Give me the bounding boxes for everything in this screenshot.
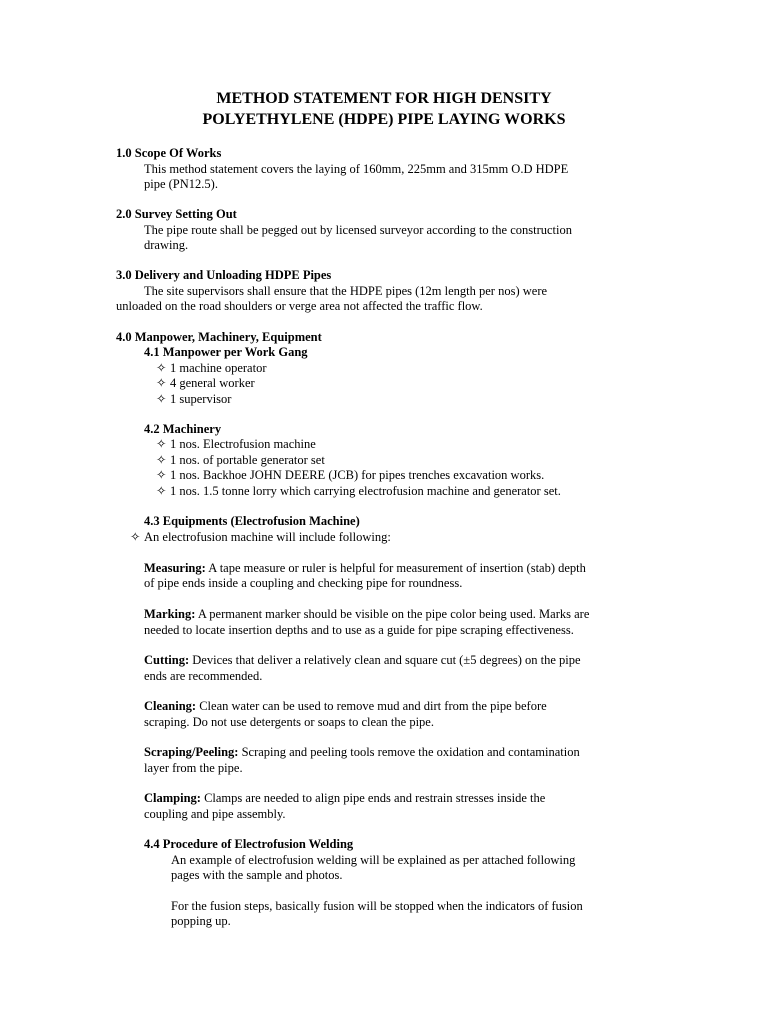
bullet-icon: ✧: [156, 453, 167, 467]
section-2-text: drawing.: [144, 238, 189, 252]
section-4-4-text: popping up.: [171, 914, 231, 928]
equipment-term: Marking:: [144, 607, 196, 621]
equipment-entry-line: Scraping/Peeling: Scraping and peeling tools remove the oxidation and contamination: [144, 745, 580, 759]
equipment-entry-line: Cutting: Devices that deliver a relatively clean and square cut (±5 degrees) on the pipe: [144, 653, 581, 667]
equipment-term: Measuring:: [144, 561, 206, 575]
equipment-entry-line: Clamping: Clamps are needed to align pipe ends and restrain stresses inside the: [144, 791, 546, 805]
title-line-2: POLYETHYLENE (HDPE) PIPE LAYING WORKS: [202, 111, 566, 128]
equipment-entry-line: coupling and pipe assembly.: [144, 807, 286, 821]
section-4-4-heading: 4.4 Procedure of Electrofusion Welding: [144, 837, 354, 851]
list-item: ✧ 4 general worker: [156, 376, 255, 390]
bullet-icon: ✧: [156, 437, 167, 451]
section-1-heading: 1.0 Scope Of Works: [116, 146, 222, 160]
section-2-heading: 2.0 Survey Setting Out: [116, 207, 237, 221]
equipment-entry-line: scraping. Do not use detergents or soaps to clean the pipe.: [144, 715, 434, 729]
bullet-icon: ✧: [130, 530, 141, 544]
equipment-term: Scraping/Peeling:: [144, 745, 239, 759]
bullet-icon: ✧: [156, 484, 167, 498]
equipment-entry-line: Marking: A permanent marker should be visible on the pipe color being used. Marks are: [144, 607, 590, 621]
equipment-entry-line: Measuring: A tape measure or ruler is helpful for measurement of insertion (stab) depth: [144, 561, 586, 575]
equipment-term: Cleaning:: [144, 699, 197, 713]
section-4-4-text: An example of electrofusion welding will be explained as per attached following: [171, 853, 576, 867]
list-item: ✧ 1 supervisor: [156, 392, 232, 406]
list-item: ✧ 1 machine operator: [156, 361, 267, 375]
section-4-4-text: pages with the sample and photos.: [171, 868, 343, 882]
section-3-heading: 3.0 Delivery and Unloading HDPE Pipes: [116, 268, 332, 282]
section-4-heading: 4.0 Manpower, Machinery, Equipment: [116, 330, 322, 344]
equipment-entry-line: of pipe ends inside a coupling and checking pipe for roundness.: [144, 576, 463, 590]
equipment-entry-line: needed to locate insertion depths and to use as a guide for pipe scraping effectiveness.: [144, 623, 574, 637]
section-4-4-text: For the fusion steps, basically fusion will be stopped when the indicators of fusion: [171, 899, 583, 913]
section-4-1-heading: 4.1 Manpower per Work Gang: [144, 345, 308, 359]
list-item: ✧ An electrofusion machine will include following:: [130, 530, 391, 544]
bullet-icon: ✧: [156, 376, 167, 390]
title-line-1: METHOD STATEMENT FOR HIGH DENSITY: [216, 90, 552, 107]
list-item: ✧ 1 nos. 1.5 tonne lorry which carrying electrofusion machine and generator set.: [156, 484, 561, 498]
bullet-icon: ✧: [156, 361, 167, 375]
list-item: ✧ 1 nos. of portable generator set: [156, 453, 325, 467]
section-2-text: The pipe route shall be pegged out by licensed surveyor according to the construction: [144, 223, 572, 237]
list-item: ✧ 1 nos. Backhoe JOHN DEERE (JCB) for pipes trenches excavation works.: [156, 468, 545, 482]
section-1-text: pipe (PN12.5).: [144, 177, 218, 191]
document-title: [0, 88, 768, 130]
equipment-entry-line: ends are recommended.: [144, 669, 263, 683]
section-4-3-heading: 4.3 Equipments (Electrofusion Machine): [144, 514, 360, 528]
equipment-entry-line: layer from the pipe.: [144, 761, 243, 775]
section-3-text: unloaded on the road shoulders or verge area not affected the traffic flow.: [116, 299, 483, 313]
equipment-term: Clamping:: [144, 791, 201, 805]
bullet-icon: ✧: [156, 468, 167, 482]
equipment-term: Cutting:: [144, 653, 190, 667]
section-4-2-heading: 4.2 Machinery: [144, 422, 222, 436]
list-item: ✧ 1 nos. Electrofusion machine: [156, 437, 316, 451]
equipment-entry-line: Cleaning: Clean water can be used to remove mud and dirt from the pipe before: [144, 699, 547, 713]
section-3-text: The site supervisors shall ensure that the HDPE pipes (12m length per nos) were: [144, 284, 548, 298]
section-1-text: This method statement covers the laying of 160mm, 225mm and 315mm O.D HDPE: [144, 162, 569, 176]
bullet-icon: ✧: [156, 392, 167, 406]
